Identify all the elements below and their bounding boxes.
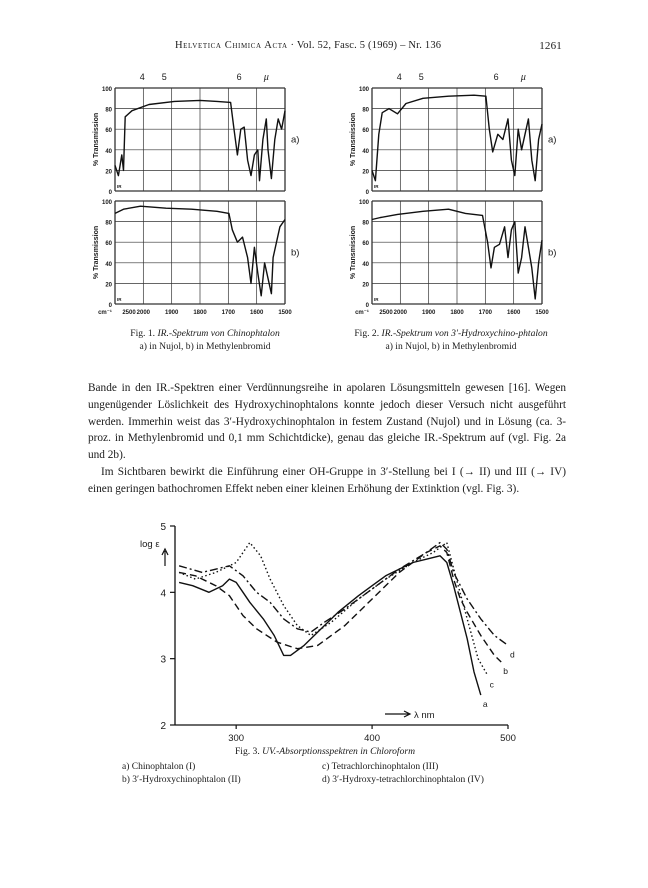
- uv-x-tick-label: 400: [364, 733, 381, 744]
- y-tick-label: 40: [362, 261, 369, 268]
- y-tick-label: 0: [108, 303, 112, 309]
- y-tick-label: 100: [358, 200, 369, 206]
- y-tick-label: 100: [358, 87, 369, 93]
- x-tick-label: 2000: [393, 310, 408, 316]
- top-marker-1: 4: [396, 72, 402, 82]
- y-tick-label: 80: [362, 107, 369, 114]
- x-tick-label: 1700: [221, 310, 236, 316]
- y-tick-label: 20: [105, 169, 112, 176]
- x-tick-label: 1900: [421, 310, 436, 316]
- y-tick-label: 60: [105, 241, 112, 248]
- uv-y-tick-label: 5: [160, 522, 166, 533]
- y-tick-label: 40: [105, 148, 112, 155]
- y-tick-label: 80: [105, 107, 112, 114]
- uv-y-arrow: [162, 549, 168, 566]
- x-tick-label: 2000: [136, 310, 151, 316]
- top-marker-2: 5: [418, 72, 424, 82]
- x-tick-label: 1800: [450, 310, 464, 316]
- uv-series-a: [179, 556, 481, 695]
- y-tick-label: 0: [108, 190, 112, 196]
- fig3-uv-chart: [0, 518, 648, 748]
- fig1-caption: [85, 327, 325, 353]
- uv-x-tick-label: 300: [228, 733, 245, 744]
- x-tick-label: 1800: [193, 310, 207, 316]
- y-tick-label: 80: [362, 220, 369, 227]
- x-tick-label: 2500: [379, 310, 393, 316]
- fig1-subcaption: a) in Nujol, b) in Methylenbromid: [139, 341, 271, 352]
- uv-curve-letter-d: d: [510, 649, 515, 660]
- uv-x-arrow: [385, 711, 410, 717]
- y-tick-label: 80: [105, 220, 112, 227]
- y-axis-label: % Transmission: [93, 225, 100, 280]
- y-tick-label: 100: [101, 87, 112, 93]
- uv-series-b: [179, 546, 501, 662]
- top-marker-4: µ: [263, 72, 269, 82]
- y-tick-label: 20: [362, 282, 369, 289]
- uv-curve-letter-c: c: [489, 679, 494, 690]
- top-marker-1: 4: [139, 72, 145, 82]
- uv-y-tick-label: 4: [160, 588, 166, 600]
- uv-curve-letter-b: b: [503, 665, 508, 676]
- top-marker-3: 6: [236, 72, 242, 82]
- x-tick-label: 2500: [122, 310, 136, 316]
- legend-entry-a: a) Chinophtalon (I): [122, 762, 196, 772]
- x-unit-label: cm⁻¹: [98, 310, 112, 316]
- fig2-label: Fig. 2.: [354, 328, 380, 339]
- fig3-label: Fig. 3.: [234, 746, 260, 757]
- y-axis-label: % Transmission: [350, 225, 357, 280]
- uv-y-tick-label: 2: [160, 721, 166, 732]
- x-tick-label: 1500: [278, 310, 292, 316]
- top-marker-3: 6: [493, 72, 499, 82]
- corner-tag: IR: [117, 297, 122, 302]
- fig1-title: IR.-Spektrum von Chinophtalon: [157, 328, 280, 339]
- y-tick-label: 60: [362, 241, 369, 248]
- fig1-ir-panels: [93, 72, 299, 316]
- y-tick-label: 60: [105, 128, 112, 135]
- top-marker-2: 5: [161, 72, 167, 82]
- y-tick-label: 20: [362, 169, 369, 176]
- paragraph-1: Bande in den IR.-Spektren einer Verdünnungsreihe in apolaren Lösungsmitteln gewesen [16]. Wegen ungenügender Löslichkeit des Hydroxychinophtalons konnte jedoch dieser Versuch nicht ausgeführt werden. Immerhin weist das 3′-Hydroxychinophtalon in festem Zustand (Nujol) und in Lösung (ca. 3-proz. in Methylenbromid und 0,1 mm Schichtdicke), genau das gleiche IR.-Spektrum auf (vgl. Fig. 2a und 2b).: [88, 382, 566, 462]
- legend-entry-b: b) 3′-Hydroxychinophtalon (II): [122, 775, 241, 785]
- uv-curve-letter-a: a: [482, 699, 488, 710]
- uv-y-axis-label: log ε: [140, 539, 160, 550]
- fig2-caption: [342, 327, 560, 353]
- y-axis-label: % Transmission: [93, 112, 100, 167]
- fig2-ir-panels: [350, 72, 556, 316]
- corner-tag: IR: [374, 184, 379, 189]
- y-tick-label: 40: [105, 261, 112, 268]
- y-tick-label: 20: [105, 282, 112, 289]
- fig3-caption: [150, 745, 500, 758]
- x-tick-label: 1600: [506, 310, 521, 316]
- panel-label: a): [548, 134, 557, 146]
- legend-entry-c: c) Tetrachlorchinophtalon (III): [322, 762, 439, 772]
- y-tick-label: 0: [365, 303, 369, 309]
- corner-tag: IR: [117, 184, 122, 189]
- panel-label: b): [291, 247, 300, 259]
- fig1-label: Fig. 1.: [130, 328, 156, 339]
- y-tick-label: 40: [362, 148, 369, 155]
- top-marker-4: µ: [520, 72, 526, 82]
- page-number: 1261: [539, 40, 562, 52]
- uv-series-c: [179, 543, 488, 676]
- fig2-title: IR.-Spektrum von 3′-Hydroxychino-phtalon: [381, 328, 548, 339]
- journal-issue: · Vol. 52, Fasc. 5 (1969) – Nr. 136: [290, 40, 442, 51]
- ir-spectra-figures: [0, 0, 648, 360]
- fig3-title: UV.-Absorptionsspektren in Chloroform: [262, 746, 416, 757]
- x-tick-label: 1600: [249, 310, 264, 316]
- fig2-subcaption: a) in Nujol, b) in Methylenbromid: [385, 341, 517, 352]
- uv-x-tick-label: 500: [500, 733, 516, 744]
- corner-tag: IR: [374, 297, 379, 302]
- y-tick-label: 100: [101, 200, 112, 206]
- journal-name: Helvetica Chimica Acta: [175, 40, 288, 51]
- paragraph-2: Im Sichtbaren bewirkt die Einführung einer OH-Gruppe in 3′-Stellung bei I (→ II) und III (→ IV) einen geringen bathochromen Effekt neben einer kleinen Erhöhung der Extinktion (vgl. Fig. 3).: [88, 465, 566, 495]
- body-text: [88, 380, 566, 498]
- panel-label: a): [291, 134, 300, 146]
- x-tick-label: 1700: [478, 310, 493, 316]
- x-tick-label: 1500: [535, 310, 549, 316]
- y-tick-label: 60: [362, 128, 369, 135]
- panel-label: b): [548, 247, 557, 259]
- uv-y-tick-label: 3: [160, 654, 166, 666]
- legend-entry-d: d) 3′-Hydroxy-tetrachlorchinophtalon (IV): [322, 775, 484, 785]
- x-unit-label: cm⁻¹: [355, 310, 369, 316]
- x-tick-label: 1900: [164, 310, 179, 316]
- y-tick-label: 0: [365, 190, 369, 196]
- uv-x-axis-label: λ nm: [414, 710, 435, 721]
- y-axis-label: % Transmission: [350, 112, 357, 167]
